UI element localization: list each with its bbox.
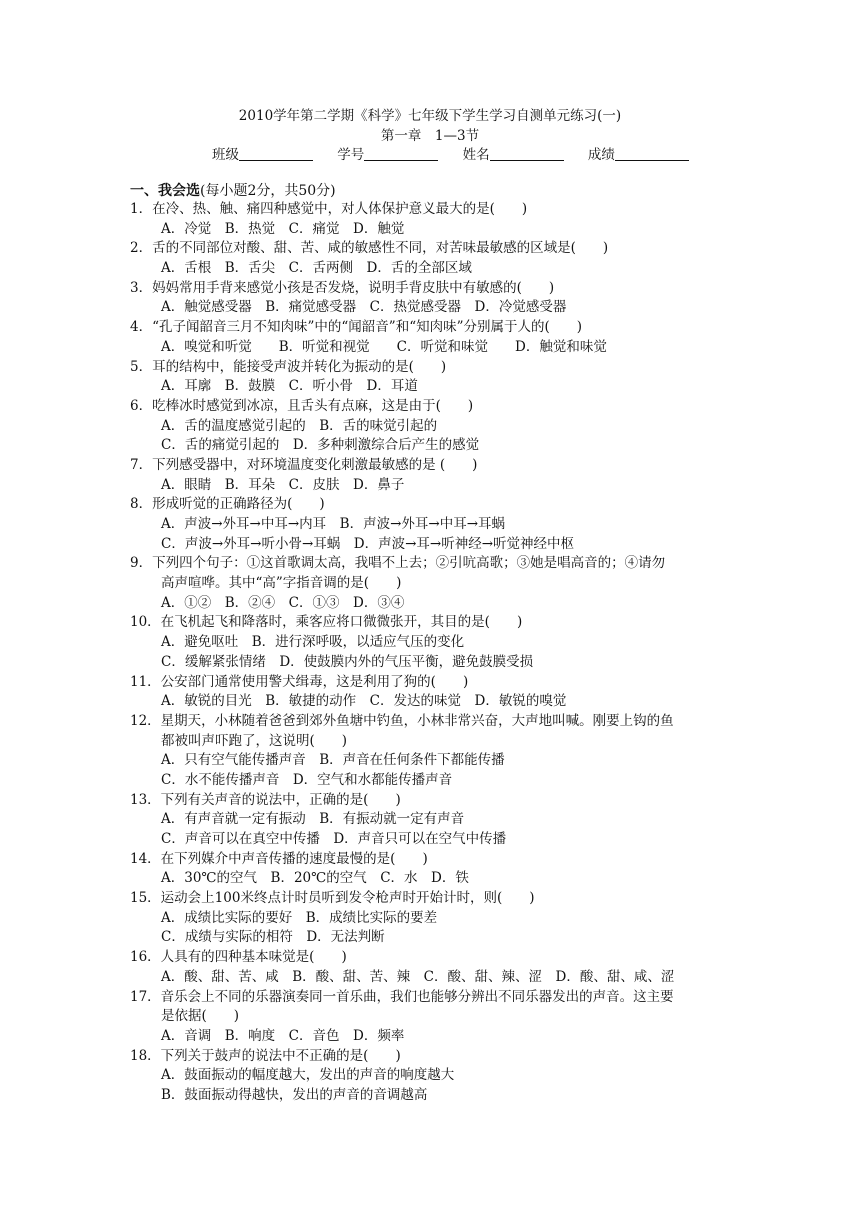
answer-options: A．冷觉 B．热觉 C．痛觉 D．触觉 bbox=[161, 220, 405, 237]
question-stem: 5．耳的结构中，能接受声波并转化为振动的是( ) bbox=[130, 358, 447, 375]
question-stem: 7．下列感受器中，对环境温度变化刺激最敏感的是 ( ) bbox=[130, 456, 478, 473]
answer-options: A．敏锐的目光 B．敏捷的动作 C．发达的味觉 D．敏锐的嗅觉 bbox=[161, 693, 567, 710]
question-stem: 15．运动会上100米终点计时员听到发令枪声时开始计时，则( ) bbox=[130, 890, 535, 907]
answer-options: A．触觉感受器 B．痛觉感受器 C．热觉感受器 D．冷觉感受器 bbox=[161, 299, 567, 316]
answer-options: A．只有空气能传播声音 B．声音在任何条件下都能传播 bbox=[161, 752, 505, 769]
answer-options: C．舌的痛觉引起的 D．多种刺激综合后产生的感觉 bbox=[161, 437, 480, 454]
question-stem: 6．吃棒冰时感觉到冰凉，且舌头有点麻，这是由于( ) bbox=[130, 397, 474, 414]
answer-options: C．成绩与实际的相符 D．无法判断 bbox=[161, 929, 385, 946]
section-note: (每小题2分，共50分) bbox=[200, 183, 336, 199]
question-stem: 16．人具有的四种基本味觉是( ) bbox=[130, 949, 347, 966]
question-stem: 4．“孔子闻韶音三月不知肉味”中的“闻韶音”和“知肉味”分别属于人的( ) bbox=[130, 319, 583, 336]
question-stem: 18．下列关于鼓声的说法中不正确的是( ) bbox=[130, 1047, 401, 1064]
student-number-blank[interactable] bbox=[364, 146, 438, 161]
question-stem: 11．公安部门通常使用警犬缉毒，这是利用了狗的( ) bbox=[130, 673, 469, 690]
student-info-row bbox=[212, 143, 692, 163]
worksheet-subtitle: 第一章 1—3节 bbox=[380, 128, 480, 144]
answer-options: A．舌根 B．舌尖 C．舌两侧 D．舌的全部区域 bbox=[161, 260, 472, 277]
answer-options: A．30℃的空气 B．20℃的空气 C．水 D．铁 bbox=[161, 870, 469, 887]
answer-options: C．声波→外耳→听小骨→耳蜗 D．声波→耳→听神经→听觉神经中枢 bbox=[161, 535, 575, 552]
section-heading bbox=[130, 180, 336, 200]
answer-options: A．①② B．②④ C．①③ D．③④ bbox=[161, 594, 405, 611]
name-field bbox=[463, 147, 564, 163]
answer-options: A．避免呕吐 B．进行深呼吸，以适应气压的变化 bbox=[161, 634, 465, 651]
class-label: 班级 bbox=[212, 147, 239, 163]
answer-options: A．舌的温度感觉引起的 B．舌的味觉引起的 bbox=[161, 417, 438, 434]
answer-options: A．耳廓 B．鼓膜 C．听小骨 D．耳道 bbox=[161, 378, 418, 395]
class-blank[interactable] bbox=[239, 146, 313, 161]
question-continuation: 都被叫声吓跑了，这说明( ) bbox=[161, 732, 348, 749]
question-stem: 9．下列四个句子：①这首歌调太高，我唱不上去；②引吭高歌；③她是唱高音的；④请勿 bbox=[130, 555, 666, 572]
answer-options: A．鼓面振动的幅度越大，发出的声音的响度越大 bbox=[161, 1067, 455, 1084]
answer-options: C．声音可以在真空中传播 D．声音只可以在空气中传播 bbox=[161, 831, 507, 847]
section-title: 一、我会选 bbox=[130, 183, 200, 199]
answer-options: A．酸、甜、苦、咸 B．酸、甜、苦、辣 C．酸、甜、辣、涩 D．酸、甜、咸、涩 bbox=[161, 968, 675, 985]
question-stem: 3．妈妈常用手背来感觉小孩是否发烧，说明手背皮肤中有敏感的( ) bbox=[130, 279, 555, 296]
answer-options: A．音调 B．响度 C．音色 D．频率 bbox=[161, 1027, 405, 1044]
student-number-label: 学号 bbox=[337, 147, 365, 163]
question-stem: 17．音乐会上不同的乐器演奏同一首乐曲，我们也能够分辨出不同乐器发出的声音。这主要 bbox=[130, 988, 674, 1005]
answer-options: B．鼓面振动得越快，发出的声音的音调越高 bbox=[161, 1086, 428, 1103]
question-stem: 12．星期天，小林随着爸爸到郊外鱼塘中钓鱼，小林非常兴奋，大声地叫喊。刚要上钩的鱼 bbox=[130, 712, 674, 729]
answer-options: C．缓解紧张情绪 D．使鼓膜内外的气压平衡，避免鼓膜受损 bbox=[161, 653, 534, 670]
question-continuation: 高声喧哗。其中“高”字指音调的是( ) bbox=[161, 575, 402, 592]
answer-options: A．成绩比实际的要好 B．成绩比实际的要差 bbox=[161, 909, 438, 926]
answer-options: C．水不能传播声音 D．空气和水都能传播声音 bbox=[161, 771, 453, 788]
question-stem: 10．在飞机起飞和降落时，乘客应将口微微张开，其目的是( ) bbox=[130, 614, 523, 631]
question-stem: 14．在下列媒介中声音传播的速度最慢的是( ) bbox=[130, 850, 428, 867]
question-stem: 2．舌的不同部位对酸、甜、苦、咸的敏感性不同，对苦味最敏感的区域是( ) bbox=[130, 240, 609, 257]
question-stem: 8．形成听觉的正确路径为( ) bbox=[130, 496, 325, 513]
answer-options: A．有声音就一定有振动 B．有振动就一定有声音 bbox=[161, 811, 465, 828]
answer-options: A．声波→外耳→中耳→内耳 B．声波→外耳→中耳→耳蜗 bbox=[161, 516, 506, 532]
question-stem: 13．下列有关声音的说法中，正确的是( ) bbox=[130, 791, 401, 808]
score-label: 成绩 bbox=[587, 147, 615, 163]
question-continuation: 是依据( ) bbox=[161, 1008, 240, 1025]
answer-options: A．嗅觉和听觉 B．听觉和视觉 C．听觉和味觉 D．触觉和味觉 bbox=[161, 338, 607, 355]
name-label: 姓名 bbox=[462, 147, 490, 163]
answer-options: A．眼睛 B．耳朵 C．皮肤 D．鼻子 bbox=[161, 476, 405, 493]
name-blank[interactable] bbox=[490, 146, 564, 161]
score-blank[interactable] bbox=[615, 146, 689, 161]
class-field bbox=[212, 147, 313, 163]
student-number-field bbox=[337, 147, 438, 163]
score-field bbox=[588, 147, 689, 163]
worksheet-title: 2010学年第二学期《科学》七年级下学生学习自测单元练习(一) bbox=[238, 108, 622, 124]
question-stem: 1．在冷、热、触、痛四种感觉中，对人体保护意义最大的是( ) bbox=[130, 201, 528, 217]
question-list bbox=[130, 200, 740, 1106]
